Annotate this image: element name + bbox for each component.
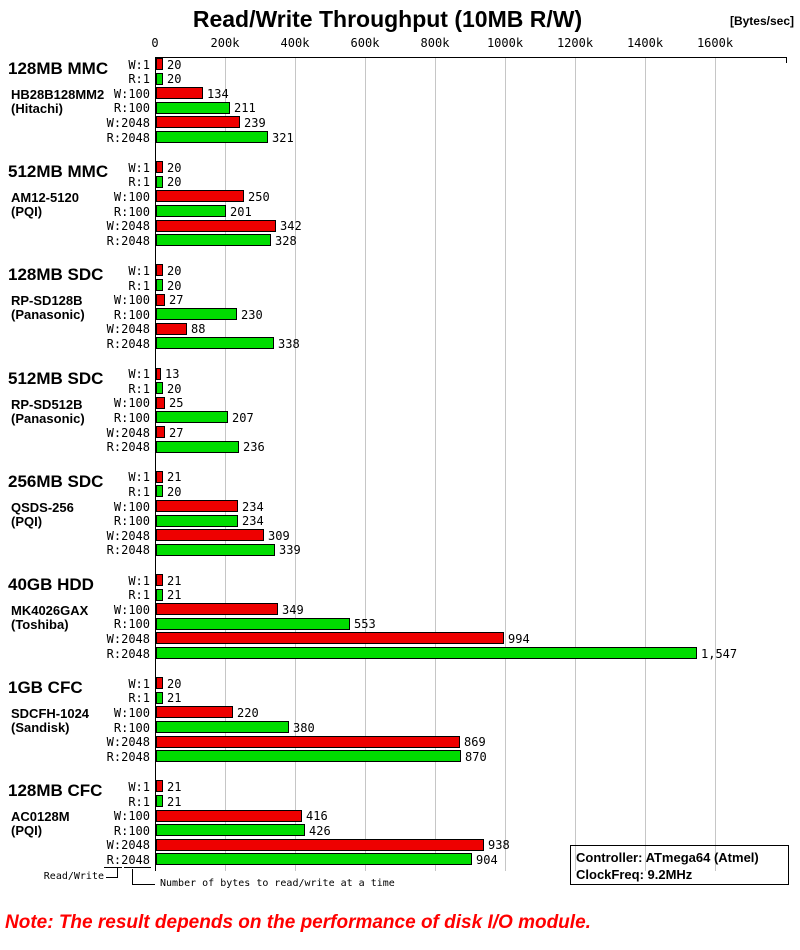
group-maker: (Panasonic) bbox=[11, 307, 85, 323]
bar-value-label: 27 bbox=[169, 293, 184, 308]
bar-row-label: W:100 bbox=[113, 499, 150, 514]
bar-value-label: 220 bbox=[237, 705, 259, 720]
bar-row-label: R:100 bbox=[113, 101, 150, 116]
read-bar bbox=[156, 308, 237, 320]
bar-row-label: W:2048 bbox=[106, 425, 150, 440]
bar-value-label: 321 bbox=[272, 130, 294, 145]
bar-value-label: 21 bbox=[167, 691, 182, 706]
axis-end-tick bbox=[786, 57, 787, 63]
x-tick-label: 800k bbox=[420, 36, 450, 50]
bar-value-label: 27 bbox=[169, 425, 184, 440]
group-maker: (PQI) bbox=[11, 204, 43, 220]
gridline bbox=[715, 58, 716, 871]
bar-value-label: 553 bbox=[354, 617, 376, 632]
group-name: 128MB SDC bbox=[8, 265, 104, 285]
unit-label: [Bytes/sec] bbox=[729, 14, 794, 28]
bar-value-label: 211 bbox=[234, 101, 256, 116]
bar-row-label: W:100 bbox=[113, 396, 150, 411]
bar-value-label: 88 bbox=[191, 322, 206, 337]
group-name: 256MB SDC bbox=[8, 471, 104, 491]
bar-value-label: 21 bbox=[167, 779, 182, 794]
bar-row-label: R:2048 bbox=[106, 440, 150, 455]
x-tick-label: 400k bbox=[280, 36, 310, 50]
x-tick-label: 1600k bbox=[696, 36, 734, 50]
write-bar bbox=[156, 471, 163, 483]
bracket-hline-bytes bbox=[132, 884, 155, 885]
read-bar bbox=[156, 102, 230, 114]
write-bar bbox=[156, 706, 233, 718]
gridline bbox=[505, 58, 506, 871]
write-bar bbox=[156, 190, 244, 202]
bar-value-label: 328 bbox=[275, 233, 297, 248]
bar-row-label: R:100 bbox=[113, 410, 150, 425]
bar-value-label: 20 bbox=[167, 175, 182, 190]
gridline bbox=[225, 58, 226, 871]
read-bar bbox=[156, 795, 163, 807]
read-bar bbox=[156, 234, 271, 246]
x-tick-label: 600k bbox=[350, 36, 380, 50]
group-model: AM12-5120 bbox=[11, 190, 79, 206]
bar-row-label: W:1 bbox=[128, 57, 150, 72]
gridline bbox=[295, 58, 296, 871]
bar-value-label: 342 bbox=[280, 219, 302, 234]
write-bar bbox=[156, 294, 165, 306]
bar-value-label: 201 bbox=[230, 204, 252, 219]
bar-value-label: 25 bbox=[169, 396, 184, 411]
group-model: SDCFH-1024 bbox=[11, 706, 90, 722]
bar-value-label: 20 bbox=[167, 263, 182, 278]
bar-row-label: R:100 bbox=[113, 617, 150, 632]
bar-value-label: 20 bbox=[167, 676, 182, 691]
bar-value-label: 207 bbox=[232, 410, 254, 425]
bar-value-label: 339 bbox=[279, 543, 301, 558]
x-tick-label: 0 bbox=[151, 36, 159, 50]
bar-row-label: W:100 bbox=[113, 293, 150, 308]
bar-row-label: R:1 bbox=[128, 381, 150, 396]
group-model: HB28B128MM2 bbox=[11, 87, 105, 102]
write-bar bbox=[156, 368, 161, 380]
bar-row-label: W:1 bbox=[128, 676, 150, 691]
bar-row-label: R:100 bbox=[113, 514, 150, 529]
group-name: 40GB HDD bbox=[8, 575, 94, 594]
write-bar bbox=[156, 677, 163, 689]
bracket-hline-rw bbox=[106, 877, 118, 878]
bar-value-label: 938 bbox=[488, 838, 510, 853]
bar-value-label: 380 bbox=[293, 720, 315, 735]
clockfreq-line: ClockFreq: 9.2MHz bbox=[576, 867, 693, 882]
group-name: 1GB CFC bbox=[8, 678, 83, 698]
read-bar bbox=[156, 824, 305, 836]
read-bar bbox=[156, 485, 163, 497]
bar-value-label: 250 bbox=[248, 189, 270, 204]
bar-value-label: 349 bbox=[282, 602, 304, 617]
read-bar bbox=[156, 279, 163, 291]
read-bar bbox=[156, 441, 239, 453]
chart-title: Read/Write Throughput (10MB R/W) bbox=[192, 6, 583, 32]
bar-value-label: 1,547 bbox=[701, 646, 738, 661]
read-bar bbox=[156, 73, 163, 85]
bar-row-label: R:100 bbox=[113, 204, 150, 219]
controller-info-box bbox=[570, 845, 789, 885]
write-bar bbox=[156, 529, 264, 541]
write-bar bbox=[156, 810, 302, 822]
bar-row-label: W:100 bbox=[113, 705, 150, 720]
group-model: RP-SD128B bbox=[11, 293, 83, 309]
x-axis-line bbox=[155, 57, 787, 58]
group-name: 128MB MMC bbox=[8, 59, 109, 78]
bar-value-label: 234 bbox=[242, 499, 264, 514]
bar-value-label: 21 bbox=[167, 470, 182, 485]
read-bar bbox=[156, 692, 163, 704]
bar-row-label: W:2048 bbox=[106, 115, 150, 130]
footnote-bytes-note: Number of bytes to read/write at a time bbox=[160, 878, 395, 889]
x-tick-label: 1400k bbox=[626, 36, 664, 50]
bar-row-label: R:100 bbox=[113, 720, 150, 735]
bar-row-label: R:2048 bbox=[106, 336, 150, 351]
bar-row-label: R:1 bbox=[128, 278, 150, 293]
bar-row-label: W:2048 bbox=[106, 528, 150, 543]
bar-value-label: 21 bbox=[167, 794, 182, 809]
write-bar bbox=[156, 426, 165, 438]
bar-row-label: W:100 bbox=[113, 86, 150, 101]
bracket-underline-bytes bbox=[124, 867, 151, 868]
bracket-underline-rw bbox=[104, 867, 122, 868]
bar-row-label: R:2048 bbox=[106, 749, 150, 764]
bar-row-label: R:100 bbox=[113, 307, 150, 322]
group-maker: (Sandisk) bbox=[11, 720, 70, 736]
read-bar bbox=[156, 647, 697, 659]
bar-row-label: W:100 bbox=[113, 602, 150, 617]
write-bar bbox=[156, 161, 163, 173]
group-name: 128MB CFC bbox=[8, 781, 103, 801]
bar-row-label: R:1 bbox=[128, 588, 150, 603]
bar-row-label: W:1 bbox=[128, 470, 150, 485]
bar-row-label: R:2048 bbox=[106, 130, 150, 145]
read-bar bbox=[156, 337, 274, 349]
bar-value-label: 20 bbox=[167, 484, 182, 499]
controller-line: Controller: ATmega64 (Atmel) bbox=[576, 850, 759, 865]
bar-row-label: W:2048 bbox=[106, 735, 150, 750]
read-bar bbox=[156, 721, 289, 733]
read-bar bbox=[156, 176, 163, 188]
write-bar bbox=[156, 116, 240, 128]
bar-row-label: W:1 bbox=[128, 573, 150, 588]
bar-row-label: R:100 bbox=[113, 823, 150, 838]
write-bar bbox=[156, 632, 504, 644]
bar-row-label: R:2048 bbox=[106, 852, 150, 867]
write-bar bbox=[156, 500, 238, 512]
write-bar bbox=[156, 780, 163, 792]
bar-value-label: 994 bbox=[508, 631, 530, 646]
bar-row-label: R:1 bbox=[128, 175, 150, 190]
bar-value-label: 20 bbox=[167, 160, 182, 175]
bar-value-label: 20 bbox=[167, 57, 182, 72]
bar-value-label: 20 bbox=[167, 278, 182, 293]
bar-row-label: R:2048 bbox=[106, 233, 150, 248]
gridline bbox=[365, 58, 366, 871]
bar-value-label: 338 bbox=[278, 336, 300, 351]
group-maker: (Panasonic) bbox=[11, 410, 85, 426]
bar-value-label: 904 bbox=[476, 852, 498, 867]
group-model: AC0128M bbox=[11, 809, 70, 825]
gridline bbox=[435, 58, 436, 871]
read-bar bbox=[156, 411, 228, 423]
bar-row-label: W:1 bbox=[128, 779, 150, 794]
gridline bbox=[645, 58, 646, 871]
bar-row-label: R:1 bbox=[128, 72, 150, 87]
bar-row-label: W:1 bbox=[128, 160, 150, 175]
group-maker: (PQI) bbox=[11, 513, 43, 529]
bar-value-label: 309 bbox=[268, 528, 290, 543]
write-bar bbox=[156, 574, 163, 586]
write-bar bbox=[156, 736, 460, 748]
bar-value-label: 230 bbox=[241, 307, 263, 322]
write-bar bbox=[156, 323, 187, 335]
bar-value-label: 134 bbox=[207, 86, 229, 101]
write-bar bbox=[156, 264, 163, 276]
gridline bbox=[575, 58, 576, 871]
bar-value-label: 13 bbox=[165, 367, 180, 382]
bar-row-label: W:2048 bbox=[106, 631, 150, 646]
read-bar bbox=[156, 589, 163, 601]
group-model: QSDS-256 bbox=[11, 499, 74, 515]
bar-value-label: 426 bbox=[309, 823, 331, 838]
bar-value-label: 869 bbox=[464, 735, 486, 750]
group-maker: (Toshiba) bbox=[11, 617, 69, 632]
x-tick-label: 1200k bbox=[556, 36, 594, 50]
write-bar bbox=[156, 220, 276, 232]
bar-value-label: 20 bbox=[167, 381, 182, 396]
bar-value-label: 20 bbox=[167, 72, 182, 87]
bar-row-label: W:2048 bbox=[106, 322, 150, 337]
bar-row-label: R:2048 bbox=[106, 543, 150, 558]
bar-row-label: R:1 bbox=[128, 794, 150, 809]
group-name: 512MB MMC bbox=[8, 162, 109, 182]
x-tick-label: 200k bbox=[210, 36, 240, 50]
group-model: MK4026GAX bbox=[11, 603, 89, 618]
bar-value-label: 870 bbox=[465, 749, 487, 764]
write-bar bbox=[156, 58, 163, 70]
footnote-read-write: Read/Write bbox=[43, 871, 104, 882]
group-name: 512MB SDC bbox=[8, 368, 104, 388]
bar-row-label: W:2048 bbox=[106, 219, 150, 234]
read-bar bbox=[156, 515, 238, 527]
bar-row-label: R:1 bbox=[128, 691, 150, 706]
write-bar bbox=[156, 397, 165, 409]
write-bar bbox=[156, 839, 484, 851]
bar-row-label: W:1 bbox=[128, 263, 150, 278]
bar-value-label: 21 bbox=[167, 588, 182, 603]
read-bar bbox=[156, 382, 163, 394]
read-bar bbox=[156, 544, 275, 556]
write-bar bbox=[156, 603, 278, 615]
read-bar bbox=[156, 205, 226, 217]
bar-row-label: R:1 bbox=[128, 484, 150, 499]
bar-row-label: W:100 bbox=[113, 809, 150, 824]
group-maker: (PQI) bbox=[11, 823, 43, 839]
write-bar bbox=[156, 87, 203, 99]
bar-value-label: 236 bbox=[243, 440, 265, 455]
read-bar bbox=[156, 618, 350, 630]
read-bar bbox=[156, 131, 268, 143]
group-model: RP-SD512B bbox=[11, 396, 83, 412]
x-tick-label: 1000k bbox=[486, 36, 524, 50]
bar-row-label: W:100 bbox=[113, 189, 150, 204]
bar-value-label: 234 bbox=[242, 514, 264, 529]
bar-value-label: 21 bbox=[167, 573, 182, 588]
bar-row-label: R:2048 bbox=[106, 646, 150, 661]
bar-row-label: W:1 bbox=[128, 367, 150, 382]
bar-value-label: 239 bbox=[244, 115, 266, 130]
group-maker: (Hitachi) bbox=[11, 101, 63, 116]
bar-value-label: 416 bbox=[306, 809, 328, 824]
read-bar bbox=[156, 853, 472, 865]
bar-row-label: W:2048 bbox=[106, 838, 150, 853]
read-bar bbox=[156, 750, 461, 762]
bracket-vline-bytes bbox=[132, 869, 133, 885]
note-text: Note: The result depends on the performance of disk I/O module. bbox=[5, 912, 591, 933]
